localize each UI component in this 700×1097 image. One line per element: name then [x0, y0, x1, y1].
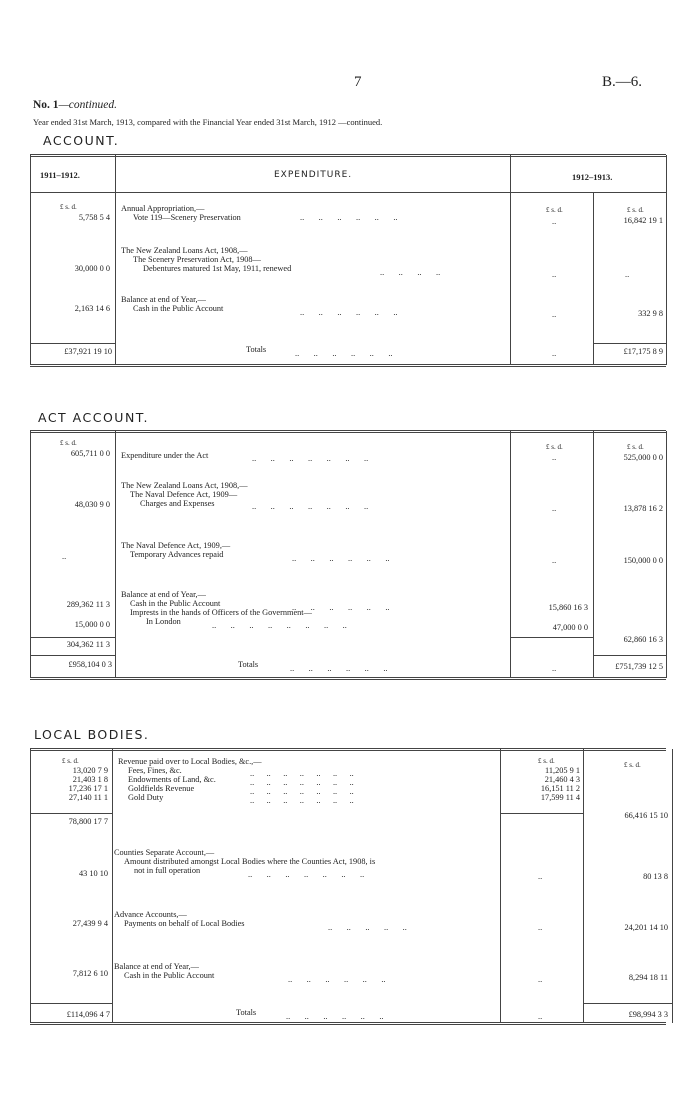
- table2-title: ACT ACCOUNT.: [38, 410, 149, 425]
- table2-totals-label: Totals: [238, 660, 259, 669]
- table2-totals-left: £958,104 0 3: [68, 660, 112, 669]
- table3-title: LOCAL BODIES.: [34, 727, 150, 742]
- table3-row1-mid4: 17,599 11 4: [540, 793, 580, 802]
- table3-totals-label: Totals: [236, 1008, 257, 1017]
- table1-row2-text2: The Scenery Preservation Act, 1908—: [133, 255, 261, 264]
- year-line: Year ended 31st March, 1913, compared with the Financial Year ended 31st March, 1912 —continued.: [33, 117, 383, 127]
- table1-row2-right: ..: [625, 270, 630, 279]
- leader-dots: .. .. .. .. .. .. .. .. .. .. .. .. .. .. .. .. .. .. .. .. .. .. .. .. .. .. .. ..: [250, 769, 354, 805]
- table3-row1-item2: Endowments of Land, &c.: [128, 775, 216, 784]
- leader-dots: .. .. .. .. .. ..: [300, 213, 398, 222]
- table1-row3-text2: Cash in the Public Account: [133, 304, 224, 313]
- table2-row3-text1: The Naval Defence Act, 1909,—: [121, 541, 231, 550]
- table2-row3-mid: ..: [552, 556, 557, 565]
- table1-col-left-header: 1911–1912.: [40, 170, 80, 180]
- table2-row4-left-b: 15,000 0 0: [74, 620, 110, 629]
- table3-row1-left4: 27,140 11 1: [68, 793, 108, 802]
- table2-row4-text1: Balance at end of Year,—: [121, 590, 206, 599]
- table2-row1-right: 525,000 0 0: [623, 453, 663, 462]
- table2-row2-mid: ..: [552, 504, 557, 513]
- table2-row1-left: 605,711 0 0: [70, 449, 110, 458]
- table3-row3-text1: Advance Accounts,—: [114, 910, 187, 919]
- table3-row2-right: 80 13 8: [643, 872, 668, 881]
- table2-row4-text3: Imprests in the hands of Officers of the Government—: [130, 608, 312, 617]
- table3-row4-text2: Cash in the Public Account: [124, 971, 215, 980]
- table2-row2-text1: The New Zealand Loans Act, 1908,—: [121, 481, 248, 490]
- table2-row2-text3: Charges and Expenses: [140, 499, 215, 508]
- table3-row3-text2: Payments on behalf of Local Bodies: [124, 919, 245, 928]
- leader-dots: .. .. .. .. .. .. ..: [252, 502, 369, 511]
- table3-row1-mid3: 16,151 11 2: [540, 784, 580, 793]
- table2-row3-left: ..: [62, 552, 67, 561]
- table3-row1-mid2: 21,460 4 3: [544, 775, 580, 784]
- table1-row3-right: 332 9 8: [638, 309, 663, 318]
- table1-row1-text1: Annual Appropriation,—: [121, 204, 205, 213]
- table2-row1-mid: ..: [552, 453, 557, 462]
- table3-row1-left3: 17,236 17 1: [68, 784, 108, 793]
- table1-row2-text3: Debentures matured 1st May, 1911, renewed: [143, 264, 292, 273]
- table2-row4-mid-a: 15,860 16 3: [548, 603, 588, 612]
- table3-units-right: £ s. d.: [624, 761, 641, 769]
- table3-row1-item4: Gold Duty: [128, 793, 164, 802]
- table3-row4-right: 8,294 18 11: [628, 973, 668, 982]
- page-number: 7: [354, 74, 362, 90]
- table3-row1-text1: Revenue paid over to Local Bodies, &c.,—: [118, 757, 262, 766]
- table3-row1-left1: 13,020 7 9: [72, 766, 108, 775]
- table2-units-left: £ s. d.: [60, 439, 77, 447]
- table2-totals-mid: ..: [552, 664, 557, 673]
- table2-row4-text2: Cash in the Public Account: [130, 599, 221, 608]
- leader-dots: .. .. .. .. .. .. .. ..: [212, 621, 347, 630]
- section-heading: [33, 99, 117, 111]
- table2-row3-text2: Temporary Advances repaid: [130, 550, 224, 559]
- table3-row3-right: 24,201 14 10: [624, 923, 668, 932]
- table3-totals-left: £114,096 4 7: [66, 1010, 110, 1019]
- leader-dots: .. .. .. .. .. ..: [290, 664, 388, 673]
- table1-units-mid: £ s. d.: [546, 206, 563, 214]
- leader-dots: .. .. .. .. .. ..: [300, 308, 398, 317]
- table3-row2-text2: Amount distributed amongst Local Bodies where the Counties Act, 1908, is: [124, 857, 376, 866]
- table1-row3-text1: Balance at end of Year,—: [121, 295, 206, 304]
- leader-dots: .. .. .. .. .. ..: [295, 349, 393, 358]
- table1-units-left: £ s. d.: [60, 203, 77, 211]
- leader-dots: .. .. .. ..: [380, 268, 441, 277]
- table2-row1-text1: Expenditure under the Act: [121, 451, 209, 460]
- table3-row4-mid: ..: [538, 975, 543, 984]
- table1-row1-right: 16,842 19 1: [623, 216, 663, 225]
- table1-row3-mid: ..: [552, 310, 557, 319]
- table3-row4-text1: Balance at end of Year,—: [114, 962, 199, 971]
- table2-row4-left-sum: 304,362 11 3: [66, 640, 110, 649]
- table2-row3-right: 150,000 0 0: [623, 556, 663, 565]
- table2-row4-left-a: 289,362 11 3: [66, 600, 110, 609]
- table2-row4-mid-b: 47,000 0 0: [552, 623, 588, 632]
- table3-units-left: £ s. d.: [62, 757, 79, 765]
- table3-row4-left: 7,812 6 10: [72, 969, 108, 978]
- table3-row2-mid: ..: [538, 872, 543, 881]
- leader-dots: .. .. .. .. .. ..: [292, 603, 390, 612]
- table3-units-mid: £ s. d.: [538, 757, 555, 765]
- table2-units-mid: £ s. d.: [546, 443, 563, 451]
- table1-row1-text2: Vote 119—Scenery Preservation: [133, 213, 241, 222]
- leader-dots: .. .. .. .. .. ..: [288, 975, 386, 984]
- table3-row1-right: 66,416 15 10: [624, 811, 668, 820]
- table3-row1-item3: Goldfields Revenue: [128, 784, 195, 793]
- table2-row2-right: 13,878 16 2: [623, 504, 663, 513]
- table3-row1-mid1: 11,205 9 1: [545, 766, 580, 775]
- section-number: No. 1: [33, 99, 59, 111]
- table1-row2-mid: ..: [552, 270, 557, 279]
- table1-title: ACCOUNT.: [43, 133, 120, 148]
- table1-col-mid-header: EXPENDITURE.: [274, 170, 353, 180]
- table1-row1-mid: ..: [552, 217, 557, 226]
- leader-dots: .. .. .. .. ..: [328, 923, 407, 932]
- table3-row2-text3: not in full operation: [134, 866, 201, 875]
- table1-units-right: £ s. d.: [627, 206, 644, 214]
- table3-row1-left2: 21,403 1 8: [72, 775, 108, 784]
- leader-dots: .. .. .. .. .. .. ..: [248, 870, 365, 879]
- table2-row2-text2: The Naval Defence Act, 1909—: [130, 490, 238, 499]
- table1-totals-label: Totals: [246, 345, 267, 354]
- table1-totals-left: £37,921 19 10: [64, 347, 112, 356]
- table1-totals-mid: ..: [552, 349, 557, 358]
- table1-col-right-header: 1912–1913.: [572, 172, 613, 182]
- table2-row2-left: 48,030 9 0: [74, 500, 110, 509]
- table3-row2-left: 43 10 10: [78, 869, 108, 878]
- table1-row3-left: 2,163 14 6: [74, 304, 110, 313]
- document-reference: B.—6.: [602, 74, 643, 90]
- table1-row2-left: 30,000 0 0: [74, 264, 110, 273]
- table2-units-right: £ s. d.: [627, 443, 644, 451]
- table3-row3-left: 27,439 9 4: [72, 919, 108, 928]
- section-continued: —continued.: [58, 99, 118, 111]
- table3-row1-left-sum: 78,800 17 7: [68, 817, 108, 826]
- table1-row2-text1: The New Zealand Loans Act, 1908,—: [121, 246, 248, 255]
- table1-totals-right: £17,175 8 9: [623, 347, 663, 356]
- table1-row1-left: 5,758 5 4: [78, 213, 110, 222]
- table2-totals-right: £751,739 12 5: [615, 662, 663, 671]
- table2-row4-text4: In London: [146, 617, 181, 626]
- table2-row4-right: 62,860 16 3: [623, 635, 663, 644]
- table3-row1-item1: Fees, Fines, &c.: [128, 766, 182, 775]
- leader-dots: .. .. .. .. .. ..: [292, 554, 390, 563]
- leader-dots: .. .. .. .. .. ..: [286, 1012, 384, 1021]
- table3-row3-mid: ..: [538, 923, 543, 932]
- table3-totals-right: £98,994 3 3: [628, 1010, 668, 1019]
- leader-dots: .. .. .. .. .. .. ..: [252, 454, 369, 463]
- table3-row2-text1: Counties Separate Account,—: [114, 848, 215, 857]
- table3-totals-mid: ..: [538, 1012, 543, 1021]
